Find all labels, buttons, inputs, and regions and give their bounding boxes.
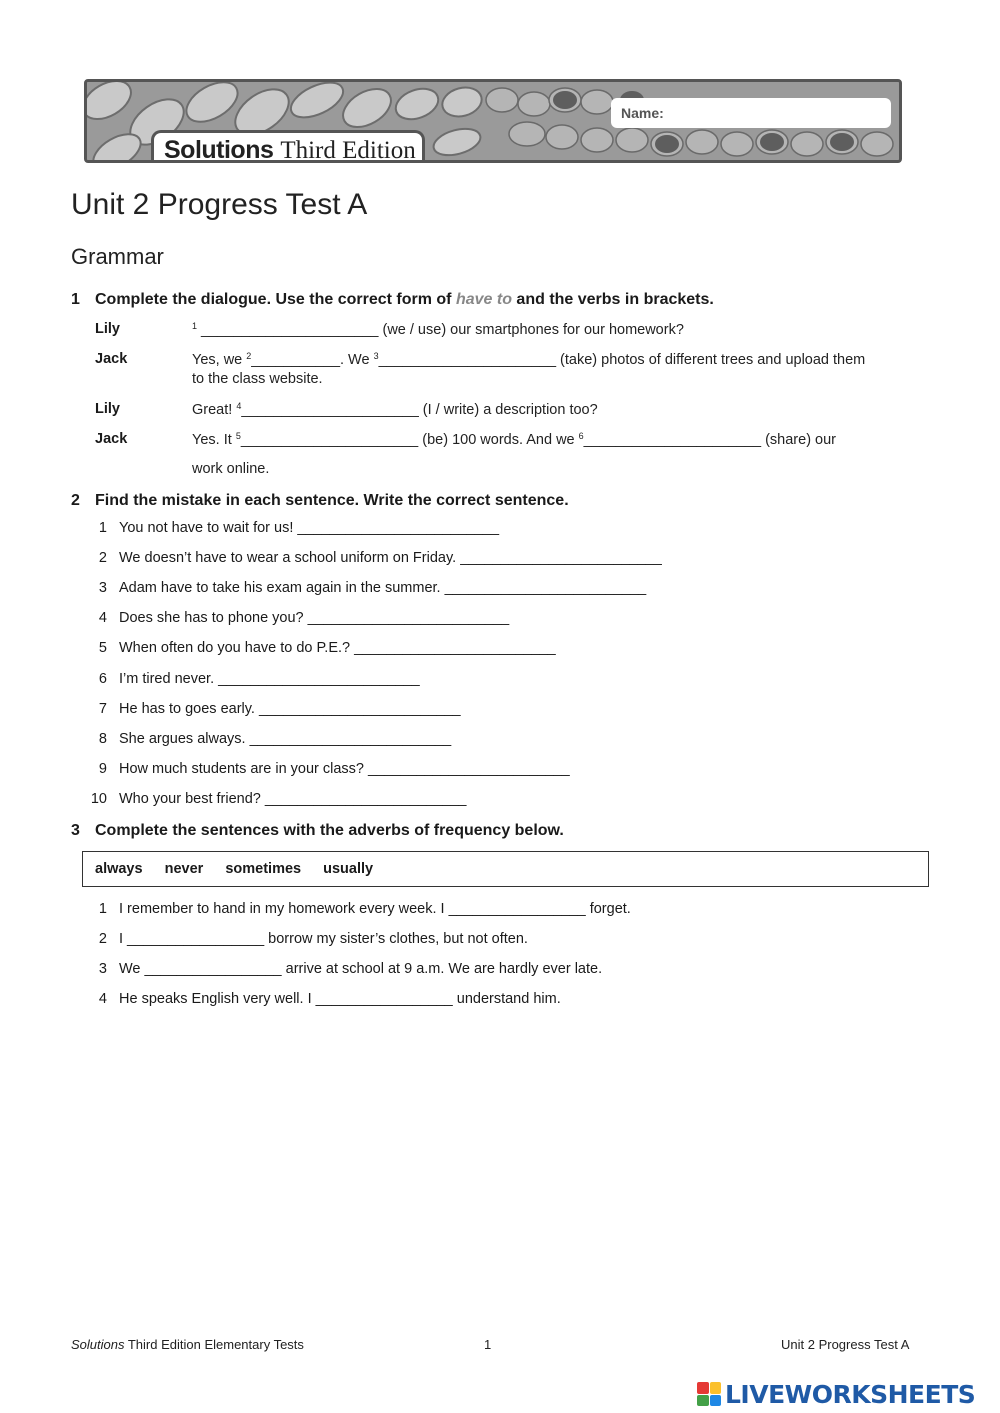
list-item[interactable] (98, 700, 461, 717)
brand-logo (151, 130, 425, 163)
dialogue-line[interactable]: Yes. It $^5$______________________ (be) 100 words. And we $^6$______________________ (share) our (192, 431, 837, 448)
item-text: We doesn’t have to wear a school uniform on Friday. _________________________ (119, 550, 662, 567)
item-number: 6 (98, 670, 107, 687)
exercise-number: 1 (71, 291, 80, 308)
item-number: 10 (90, 790, 107, 807)
exercise-number: 2 (71, 492, 80, 509)
name-label: Name: (621, 105, 664, 121)
name-field[interactable] (611, 98, 891, 128)
word-always: always (95, 861, 143, 877)
list-item[interactable] (98, 610, 510, 627)
item-text: I _________________ borrow my sister’s clothes, but not often. (119, 931, 528, 947)
page-number: 1 (484, 1337, 492, 1352)
item-number: 7 (98, 700, 107, 717)
word-sometimes: sometimes (225, 861, 302, 877)
speaker-name: Lily (95, 321, 120, 337)
item-text: I’m tired never. _________________________ (119, 670, 420, 687)
exercise-number: 3 (71, 822, 80, 839)
item-number: 5 (98, 640, 107, 657)
item-text: Who your best friend? _________________________ (119, 790, 467, 807)
footer-right: Unit 2 Progress Test A (781, 1337, 910, 1352)
item-text: I remember to hand in my homework every week. I _________________ forget. (119, 901, 631, 917)
item-text: Adam have to take his exam again in the summer. _________________________ (119, 580, 647, 597)
list-item[interactable] (98, 640, 556, 657)
item-text: When often do you have to do P.E.? _________________________ (119, 640, 556, 657)
item-text: We _________________ arrive at school at 9 a.m. We are hardly ever late. (119, 961, 603, 977)
item-number: 8 (98, 730, 107, 747)
list-item[interactable] (98, 730, 452, 747)
list-item[interactable] (98, 670, 420, 687)
exercise-3-instruction: 3 Complete the sentences with the adverbs of frequency below. (71, 822, 564, 839)
list-item[interactable] (98, 931, 528, 947)
item-number: 3 (98, 580, 107, 597)
item-number: 9 (98, 760, 107, 777)
dialogue-line[interactable]: Yes, we $^2$___________. We $^3$______________________ (take) photos of different trees and upload them (192, 351, 866, 368)
dialogue-line[interactable]: $^1$ ______________________ (we / use) our smartphones for our homework? (192, 321, 684, 338)
word-usually: usually (323, 861, 374, 877)
item-number: 2 (98, 931, 107, 947)
item-text: He speaks English very well. I _________________ understand him. (119, 991, 561, 1007)
speaker-name: Jack (95, 351, 128, 367)
exercise-2-instruction: 2 Find the mistake in each sentence. Write the correct sentence. (71, 492, 569, 509)
dialogue-line-continuation: work online. (192, 461, 270, 477)
list-item[interactable] (98, 760, 570, 777)
list-item[interactable] (98, 901, 631, 917)
dialogue-line[interactable]: Great! $^4$______________________ (I / write) a description too? (192, 401, 598, 418)
footer-left: Solutions Third Edition Elementary Tests (71, 1337, 304, 1352)
list-item[interactable] (98, 961, 603, 977)
item-text: She argues always. _________________________ (119, 730, 452, 747)
item-text: How much students are in your class? _________________________ (119, 760, 570, 777)
item-number: 3 (98, 961, 107, 977)
exercise-1-instruction: 1 Complete the dialogue. Use the correct form of have to and the verbs in brackets. (71, 291, 714, 308)
liveworksheets-logo (697, 1378, 975, 1410)
header-banner (84, 79, 902, 163)
speaker-name: Jack (95, 431, 128, 447)
word-box (82, 851, 929, 887)
item-number: 2 (98, 550, 107, 567)
item-text: You not have to wait for us! _________________________ (119, 520, 500, 536)
liveworksheets-wordmark: LIVEWORKSHEETS (725, 1379, 976, 1409)
liveworksheets-mark-icon (697, 1382, 721, 1406)
section-heading: Grammar (71, 244, 164, 269)
item-text: He has to goes early. _________________________ (119, 700, 461, 717)
brand-regular: Third Edition (280, 137, 416, 163)
page-title: Unit 2 Progress Test A (71, 188, 368, 221)
list-item[interactable] (98, 991, 561, 1007)
list-item[interactable] (98, 580, 647, 597)
word-never: never (164, 861, 204, 877)
item-text: Does she has to phone you? _________________________ (119, 610, 510, 627)
list-item[interactable] (98, 520, 500, 536)
dialogue-line-continuation: to the class website. (192, 371, 323, 387)
item-number: 4 (98, 991, 107, 1007)
item-number: 4 (98, 610, 107, 627)
item-number: 1 (98, 901, 107, 917)
brand-bold: Solutions (164, 136, 274, 163)
speaker-name: Lily (95, 401, 120, 417)
list-item[interactable] (90, 790, 467, 807)
item-number: 1 (98, 520, 107, 536)
list-item[interactable] (98, 550, 662, 567)
